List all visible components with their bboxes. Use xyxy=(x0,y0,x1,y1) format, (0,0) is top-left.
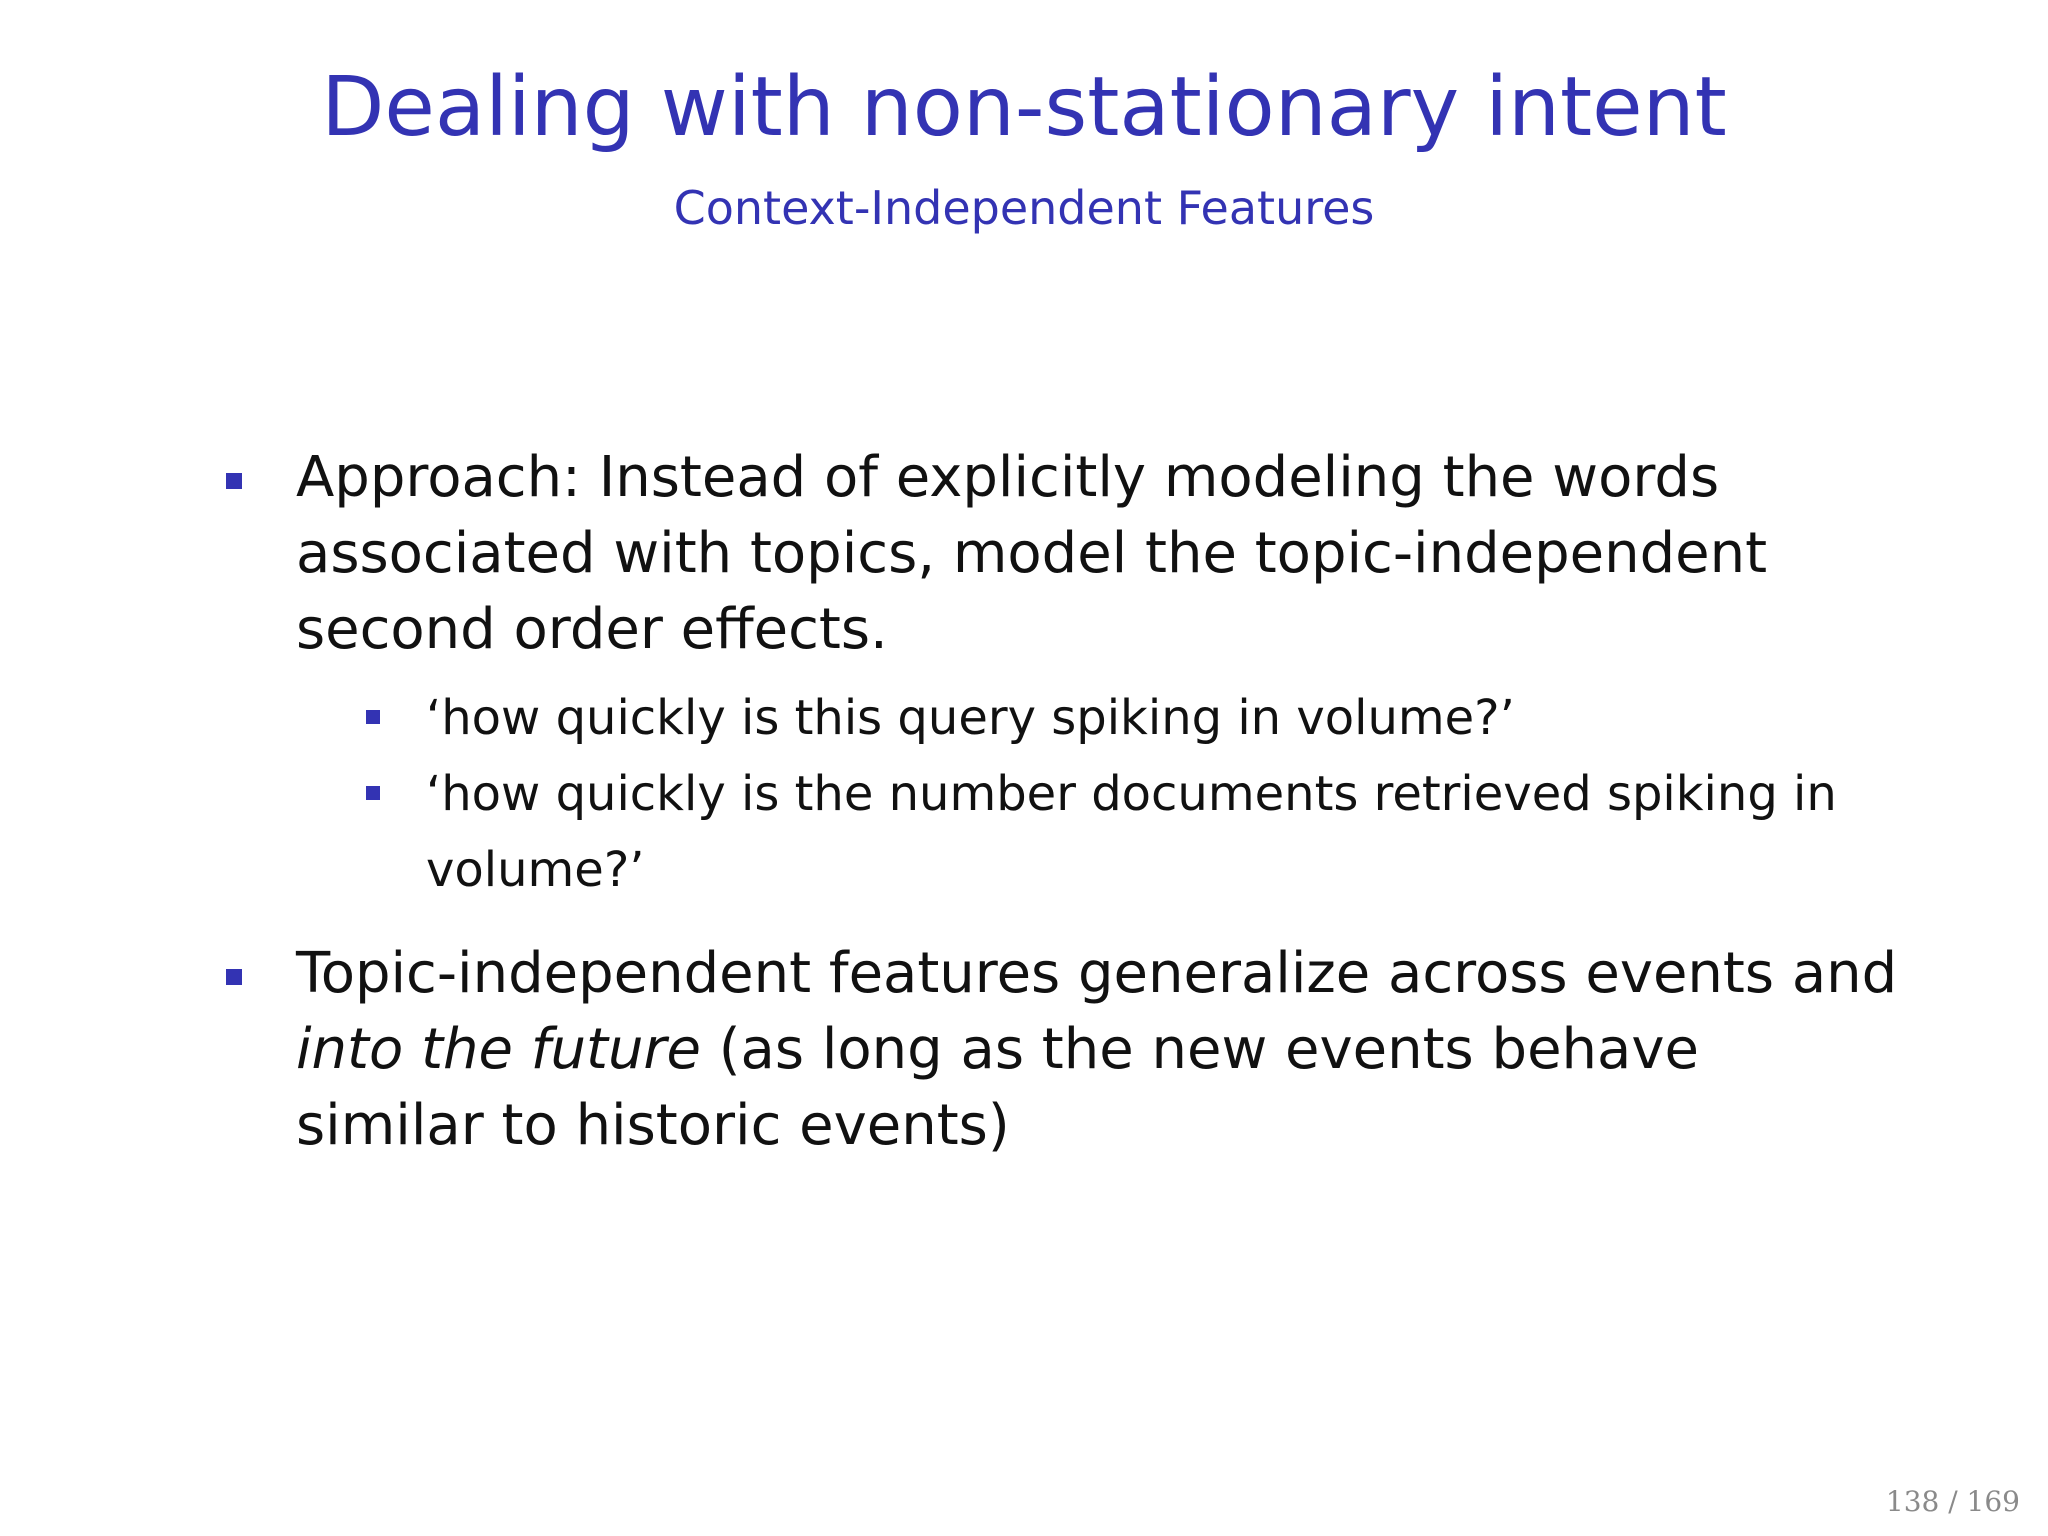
bullet-generalize-text-after: (as long as the new events behave similar to historic events) xyxy=(296,1017,1699,1158)
sub-bullet-query-spike xyxy=(362,680,1902,756)
sub-bullet-list xyxy=(296,680,1902,908)
slide-subtitle: Context-Independent Features xyxy=(673,181,1375,235)
bullet-approach xyxy=(222,440,1902,908)
sub-bullet-text: ‘how quickly is this query spiking in volume?’ xyxy=(426,690,1515,746)
slide-title: Dealing with non-stationary intent xyxy=(321,60,1727,155)
sub-bullet-text: ‘how quickly is the number documents retrieved spiking in volume?’ xyxy=(426,766,1837,898)
bullet-generalize-emphasis: into the future xyxy=(296,1017,701,1082)
slide-body xyxy=(222,440,1902,1192)
square-bullet-icon xyxy=(226,473,242,489)
square-bullet-icon xyxy=(366,710,380,724)
bullet-generalize-text-before: Topic-independent features generalize across events and xyxy=(296,941,1898,1006)
square-bullet-icon xyxy=(366,786,380,800)
bullet-approach-text: Approach: Instead of explicitly modeling the words associated with topics, model the topic-independent second order effects. xyxy=(296,445,1768,662)
square-bullet-icon xyxy=(226,969,242,985)
sub-bullet-documents-spike xyxy=(362,756,1902,908)
bullet-generalize xyxy=(222,936,1902,1164)
page-number: 138 / 169 xyxy=(1885,1485,2020,1518)
